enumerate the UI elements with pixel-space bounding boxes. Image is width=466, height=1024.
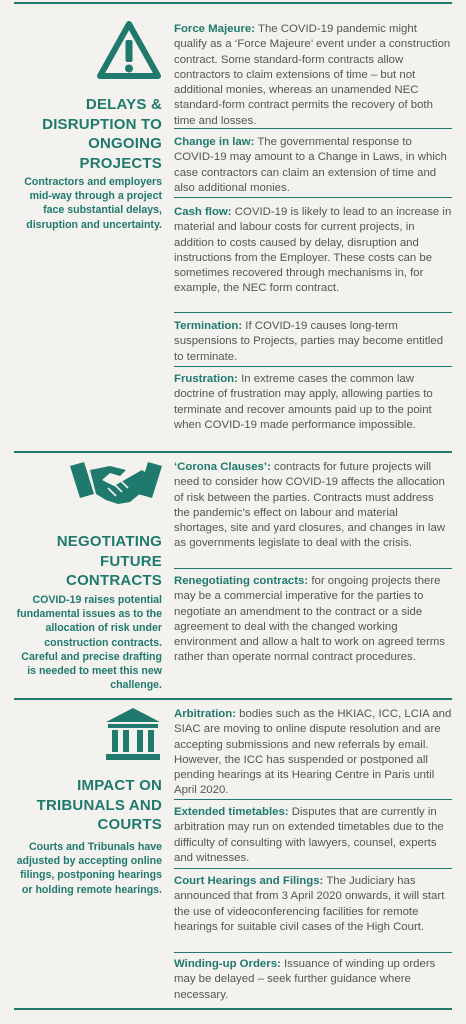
section-intro-tribunals: Courts and Tribunals have adjusted by accepting online filings, postponing hearings or holding remote hearings.	[16, 841, 162, 896]
item-text: If COVID-19 causes long-term suspensions to Projects, parties may become entitled to terminate.	[174, 320, 444, 363]
item-text: The Judiciary has announced that from 3 April 2020 onwards, it will start the use of videoconferencing facilities for remote hearings for suitable civil cases of the High Court.	[174, 875, 445, 933]
section-intro-negotiating: COVID-19 raises potential fundamental issues as to the allocation of risk under construction contracts. Careful and precise drafting is needed to meet this new challenge.	[16, 594, 162, 692]
item-title: Termination:	[174, 320, 243, 332]
item-text: bodies such as the HKIAC, ICC, LCIA and SIAC are moving to online dispute resolution and are accepting submissions and new referrals by email. However, the ICC has suspended or postponed all pending hearings at its Hearing Centre in Paris until April 2020.	[174, 708, 452, 797]
item-renegotiating-contracts	[174, 574, 452, 666]
item-title: Extended timetables:	[174, 806, 289, 818]
item-termination	[174, 319, 452, 365]
handshake-icon	[70, 460, 162, 506]
item-title: ‘Corona Clauses’:	[174, 461, 271, 473]
item-cash-flow	[174, 205, 452, 297]
section-intro-delays: Contractors and employers mid-way through a project face substantial delays, disruption and uncertainty.	[24, 176, 162, 231]
item-divider	[174, 366, 452, 367]
item-divider	[174, 128, 452, 129]
item-change-in-law	[174, 135, 452, 196]
item-extended-timetables	[174, 805, 452, 866]
bottom-divider	[14, 1008, 452, 1010]
item-frustration	[174, 372, 452, 433]
item-title: Frustration:	[174, 373, 238, 385]
item-text: contracts for future projects will need to consider how COVID-19 affects the allocation of risk between the parties. Contracts must address the pandemic’s effect on labour and material shortages, site and yard closures, and changes in law as governments legislate to deal with the crisis.	[174, 461, 446, 550]
item-text: In extreme cases the common law doctrine of frustration may apply, allowing parties to terminate and recover amounts paid up to the point when COVID-19 made performance impossible.	[174, 373, 433, 431]
item-title: Renegotiating contracts:	[174, 575, 309, 587]
item-title: Change in law:	[174, 136, 255, 148]
item-divider	[174, 952, 452, 953]
item-text: Issuance of winding up orders may be delayed – seek further guidance where necessary.	[174, 958, 436, 1001]
section-divider	[14, 451, 452, 453]
item-title: Cash flow:	[174, 206, 232, 218]
item-divider	[174, 197, 452, 198]
item-text: Disputes that are currently in arbitration may run on extended timetables due to the difficulty of consulting with lawyers, counsel, experts and witnesses.	[174, 806, 444, 864]
item-divider	[174, 568, 452, 569]
item-title: Winding-up Orders:	[174, 958, 281, 970]
warning-triangle-icon	[96, 20, 162, 82]
item-title: Court Hearings and Filings:	[174, 875, 324, 887]
item-winding-up-orders	[174, 957, 452, 1003]
item-divider	[174, 868, 452, 869]
item-force-majeure	[174, 22, 452, 129]
section-heading-delays: DELAYS & DISRUPTION TO ONGOING PROJECTS	[42, 96, 162, 172]
section-heading-negotiating: NEGOTIATING FUTURE CONTRACTS	[56, 533, 162, 589]
item-title: Force Majeure:	[174, 23, 256, 35]
item-title: Arbitration:	[174, 708, 237, 720]
item-text: COVID-19 is likely to lead to an increase in material and labour costs for current projects, in addition to costs caused by delay, disruption and instructions from the Employer. These costs can be sometimes recovered through mechanisms in, for example, the NEC form contract.	[174, 206, 452, 295]
courthouse-icon	[104, 706, 162, 762]
section-divider	[14, 698, 452, 700]
item-court-hearings	[174, 874, 452, 935]
item-divider	[174, 799, 452, 800]
item-text: The governmental response to COVID-19 may amount to a Change in Laws, in which case contractors can claim an extension of time and also additional monies.	[174, 136, 447, 194]
item-arbitration	[174, 707, 452, 799]
item-text: The COVID-19 pandemic might qualify as a ‘Force Majeure’ event under a construction contract. Some standard-form contracts allow contractors to claim extensions of time – but not additional monies, whereas an unamended NEC standard-form contract permits the recovery of both time and losses.	[174, 23, 451, 127]
section-heading-tribunals: IMPACT ON TRIBUNALS AND COURTS	[36, 777, 162, 833]
item-corona-clauses	[174, 460, 452, 552]
top-divider	[14, 2, 452, 4]
item-text: for ongoing projects there may be a commercial imperative for the parties to negotiate an amendment to the contract or a side agreement to deal with the changed working environment and allow a halt to work on agreed terms rather than operate normal contract procedures.	[174, 575, 445, 664]
item-divider	[174, 312, 452, 313]
